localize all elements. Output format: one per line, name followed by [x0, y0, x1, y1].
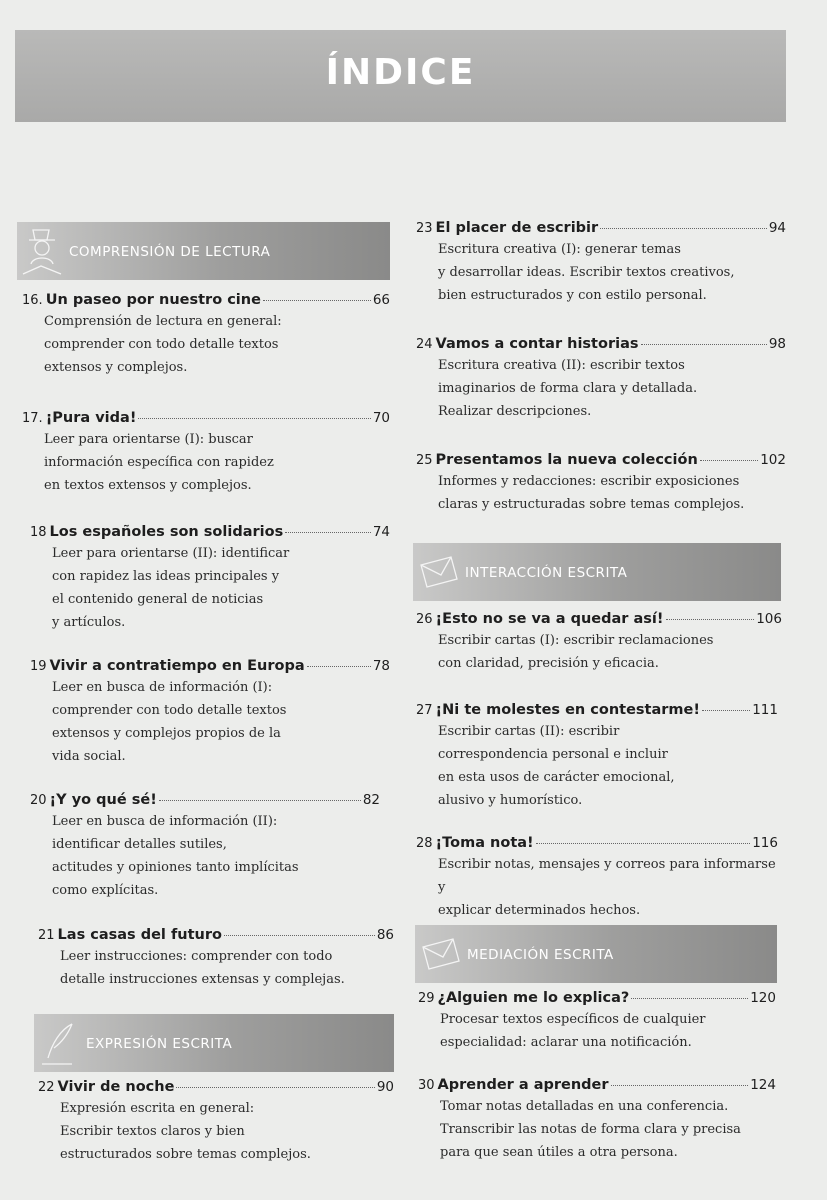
toc-entry — [416, 336, 786, 423]
toc-entry — [30, 524, 390, 634]
entry-heading — [38, 927, 394, 943]
description-line: comprender con todo detalle textos — [44, 337, 279, 352]
description-line: vida social. — [52, 749, 126, 764]
description-line: Transcribir las notas de forma clara y precisa — [440, 1122, 741, 1137]
toc-entry — [418, 990, 776, 1054]
entry-number: 28 — [416, 836, 433, 851]
toc-entry — [38, 927, 394, 991]
description-line: especialidad: aclarar una notificación. — [440, 1035, 692, 1050]
entry-number: 27 — [416, 703, 433, 718]
dot-leader — [307, 666, 371, 667]
entry-heading — [30, 658, 390, 674]
entry-title: ¡Y yo qué sé! — [49, 792, 157, 808]
entry-title: Los españoles son solidarios — [49, 524, 284, 540]
dot-leader — [159, 800, 361, 801]
entry-page-number: 78 — [372, 658, 390, 674]
entry-number: 16. — [22, 293, 43, 308]
description-line: Leer para orientarse (II): identificar — [52, 546, 290, 561]
entry-heading — [416, 702, 778, 718]
entry-title: El placer de escribir — [435, 220, 599, 236]
entry-page-number: 66 — [372, 292, 390, 308]
description-line: claras y estructuradas sobre temas complejos. — [438, 497, 745, 512]
entry-number: 18 — [30, 525, 47, 540]
entry-page-number: 106 — [756, 611, 782, 627]
entry-number: 24 — [416, 337, 433, 352]
entry-description — [30, 676, 390, 768]
section-header — [415, 925, 777, 983]
entry-page-number: 98 — [768, 336, 786, 352]
entry-heading — [22, 292, 390, 308]
section-header — [34, 1014, 394, 1072]
section-header — [413, 543, 781, 601]
section-label: EXPRESIÓN ESCRITA — [86, 1036, 233, 1052]
dot-leader — [224, 935, 375, 936]
entry-heading — [30, 792, 380, 808]
description-line: detalle instrucciones extensas y complejas. — [60, 972, 345, 987]
entry-number: 21 — [38, 928, 55, 943]
description-line: como explícitas. — [52, 883, 159, 898]
toc-entry — [416, 611, 782, 675]
entry-heading — [22, 410, 390, 426]
toc-entry — [22, 292, 390, 379]
entry-heading — [418, 1077, 776, 1093]
dot-leader — [702, 710, 750, 711]
entry-number: 26 — [416, 612, 433, 627]
description-line: Leer en busca de información (II): — [52, 814, 278, 829]
description-line: Escribir cartas (I): escribir reclamaciones — [438, 633, 714, 648]
entry-heading — [416, 611, 782, 627]
entry-page-number: 86 — [376, 927, 394, 943]
entry-page-number: 102 — [760, 452, 786, 468]
entry-description — [30, 810, 380, 902]
description-line: imaginarios de forma clara y detallada. — [438, 381, 698, 396]
entry-title: ¡Ni te molestes en contestarme! — [435, 702, 700, 718]
index-title-banner — [15, 30, 786, 122]
section-header — [17, 222, 390, 280]
description-line: alusivo y humorístico. — [438, 793, 583, 808]
entry-heading — [416, 835, 778, 851]
entry-description — [416, 238, 786, 307]
entry-page-number: 90 — [376, 1079, 394, 1095]
page-title: ÍNDICE — [325, 52, 476, 93]
dot-leader — [138, 418, 370, 419]
entry-heading — [418, 990, 776, 1006]
toc-entry — [416, 702, 778, 812]
dot-leader — [611, 1085, 749, 1086]
entry-page-number: 111 — [752, 702, 778, 718]
toc-entry — [416, 452, 786, 516]
entry-title: ¿Alguien me lo explica? — [437, 990, 630, 1006]
entry-number: 25 — [416, 453, 433, 468]
entry-page-number: 82 — [362, 792, 380, 808]
entry-title: Aprender a aprender — [437, 1077, 609, 1093]
entry-number: 19 — [30, 659, 47, 674]
toc-entry — [416, 220, 786, 307]
entry-number: 22 — [38, 1080, 55, 1095]
dot-leader — [666, 619, 755, 620]
dot-leader — [641, 344, 767, 345]
entry-number: 23 — [416, 221, 433, 236]
toc-entry — [38, 1079, 394, 1166]
dot-leader — [600, 228, 767, 229]
description-line: y artículos. — [52, 615, 126, 630]
entry-title: Un paseo por nuestro cine — [45, 292, 261, 308]
entry-heading — [416, 336, 786, 352]
entry-description — [38, 945, 394, 991]
description-line: y desarrollar ideas. Escribir textos creativos, — [438, 265, 735, 280]
description-line: Expresión escrita en general: — [60, 1101, 255, 1116]
description-line: Comprensión de lectura en general: — [44, 314, 282, 329]
section-label: COMPRENSIÓN DE LECTURA — [69, 244, 271, 260]
entry-description — [22, 428, 390, 497]
entry-heading — [38, 1079, 394, 1095]
toc-entry — [22, 410, 390, 497]
entry-page-number: 74 — [372, 524, 390, 540]
description-line: Procesar textos específicos de cualquier — [440, 1012, 706, 1027]
description-line: bien estructurados y con estilo personal. — [438, 288, 707, 303]
description-line: para que sean útiles a otra persona. — [440, 1145, 678, 1160]
entry-page-number: 120 — [750, 990, 776, 1006]
dot-leader — [536, 843, 751, 844]
description-line: estructurados sobre temas complejos. — [60, 1147, 311, 1162]
description-line: Leer en busca de información (I): — [52, 680, 273, 695]
toc-entry — [30, 792, 380, 902]
entry-title: Vamos a contar historias — [435, 336, 639, 352]
entry-description — [30, 542, 390, 634]
entry-title: Vivir a contratiempo en Europa — [49, 658, 305, 674]
toc-entry — [30, 658, 390, 768]
description-line: Leer instrucciones: comprender con todo — [60, 949, 333, 964]
description-line: correspondencia personal e incluir — [438, 747, 668, 762]
entry-title: ¡Esto no se va a quedar así! — [435, 611, 664, 627]
toc-entry — [418, 1077, 776, 1164]
description-line: Escribir textos claros y bien — [60, 1124, 245, 1139]
description-line: extensos y complejos. — [44, 360, 188, 375]
description-line: con claridad, precisión y eficacia. — [438, 656, 659, 671]
entry-description — [416, 354, 786, 423]
description-line: Escribir cartas (II): escribir — [438, 724, 620, 739]
entry-description — [418, 1008, 776, 1054]
entry-title: ¡Pura vida! — [45, 410, 137, 426]
entry-number: 29 — [418, 991, 435, 1006]
description-line: identificar detalles sutiles, — [52, 837, 227, 852]
description-line: actitudes y opiniones tanto implícitas — [52, 860, 299, 875]
description-line: Escritura creativa (II): escribir textos — [438, 358, 685, 373]
description-line: Leer para orientarse (I): buscar — [44, 432, 253, 447]
entry-heading — [30, 524, 390, 540]
entry-title: Las casas del futuro — [57, 927, 222, 943]
entry-title: Presentamos la nueva colección — [435, 452, 698, 468]
dot-leader — [263, 300, 371, 301]
description-line: en textos extensos y complejos. — [44, 478, 252, 493]
entry-description — [416, 853, 778, 922]
entry-page-number: 116 — [752, 835, 778, 851]
toc-entry — [416, 835, 778, 922]
entry-heading — [416, 220, 786, 236]
entry-heading — [416, 452, 786, 468]
entry-description — [416, 720, 778, 812]
description-line: Escritura creativa (I): generar temas — [438, 242, 681, 257]
entry-number: 30 — [418, 1078, 435, 1093]
description-line: Escribir notas, mensajes y correos para informarse y — [438, 857, 776, 895]
entry-description — [418, 1095, 776, 1164]
entry-page-number: 70 — [372, 410, 390, 426]
entry-title: Vivir de noche — [57, 1079, 175, 1095]
description-line: extensos y complejos propios de la — [52, 726, 281, 741]
entry-description — [38, 1097, 394, 1166]
description-line: con rapidez las ideas principales y — [52, 569, 280, 584]
dot-leader — [631, 998, 748, 999]
dot-leader — [700, 460, 758, 461]
description-line: Tomar notas detalladas en una conferencia. — [440, 1099, 729, 1114]
description-line: en esta usos de carácter emocional, — [438, 770, 675, 785]
dot-leader — [285, 532, 371, 533]
description-line: Realizar descripciones. — [438, 404, 592, 419]
entry-page-number: 94 — [768, 220, 786, 236]
dot-leader — [176, 1087, 374, 1088]
entry-page-number: 124 — [750, 1077, 776, 1093]
entry-description — [416, 470, 786, 516]
description-line: información específica con rapidez — [44, 455, 274, 470]
entry-number: 17. — [22, 411, 43, 426]
description-line: Informes y redacciones: escribir exposiciones — [438, 474, 740, 489]
description-line: explicar determinados hechos. — [438, 903, 641, 918]
entry-number: 20 — [30, 793, 47, 808]
entry-description — [22, 310, 390, 379]
section-label: MEDIACIÓN ESCRITA — [467, 947, 614, 963]
entry-description — [416, 629, 782, 675]
section-label: INTERACCIÓN ESCRITA — [465, 565, 628, 581]
entry-title: ¡Toma nota! — [435, 835, 534, 851]
description-line: el contenido general de noticias — [52, 592, 264, 607]
description-line: comprender con todo detalle textos — [52, 703, 287, 718]
